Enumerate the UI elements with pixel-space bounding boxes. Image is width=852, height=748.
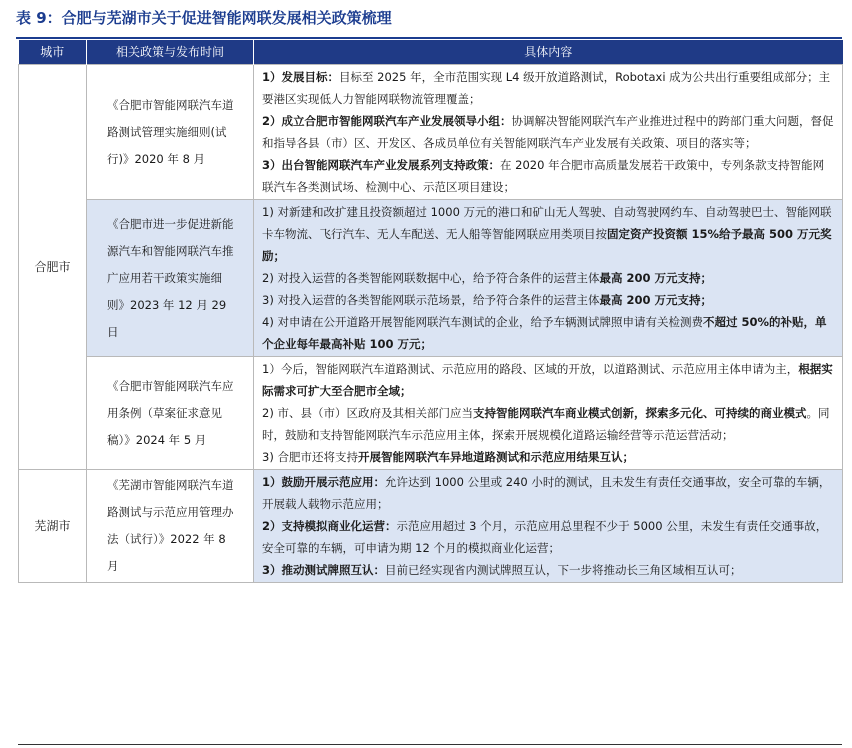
body-text: 2) 市、县（市）区政府及其相关部门应当 xyxy=(262,406,473,420)
table-row xyxy=(19,470,843,583)
bold-text: 3）推动测试牌照互认： xyxy=(262,563,386,577)
bold-text: 固定资产投资额 15%给予最高 500 万元奖励； xyxy=(262,227,832,263)
content-paragraph xyxy=(262,154,834,198)
bottom-divider xyxy=(18,744,842,745)
content-paragraph xyxy=(262,358,834,402)
bold-text: 最高 200 万元支持； xyxy=(599,293,712,307)
content-cell xyxy=(254,65,843,200)
body-text: 3) 对投入运营的各类智能网联示范场景，给予符合条件的运营主体 xyxy=(262,293,600,307)
bold-text: 2）支持模拟商业化运营： xyxy=(262,519,397,533)
bold-text: 1）鼓励开展示范应用： xyxy=(262,475,386,489)
bold-text: 不超过 50%的补贴，单个企业每年最高补贴 100 万元； xyxy=(262,315,827,351)
policy-name-cell: 《合肥市进一步促进新能源汽车和智能网联汽车推广应用若干政策实施细则》2023 年 12 月 29 日 xyxy=(87,200,254,357)
content-cell xyxy=(254,357,843,470)
bold-text: 1）发展目标： xyxy=(262,70,340,84)
policy-name-cell: 《合肥市智能网联汽车应用条例（草案征求意见稿）》2024 年 5 月 xyxy=(87,357,254,470)
table-row xyxy=(19,357,843,470)
body-text: 目标至 2025 年，全市范围实现 L4 级开放道路测试，Robotaxi 成为公共出行重要组成部分；主要港区实现低人力智能网联物流管理覆盖； xyxy=(262,70,831,106)
table-row xyxy=(19,65,843,200)
content-paragraph xyxy=(262,110,834,154)
content-cell xyxy=(254,200,843,357)
body-text: 示范应用超过 3 个月，示范应用总里程不少于 5000 公里，未发生有责任交通事故，安全可靠的车辆，可申请为期 12 个月的模拟商业化运营； xyxy=(262,519,828,555)
policy-name-cell: 《合肥市智能网联汽车道路测试管理实施细则(试行)》2020 年 8 月 xyxy=(87,65,254,200)
body-text: 4) 对申请在公开道路开展智能网联汽车测试的企业，给予车辆测试牌照申请有关检测费 xyxy=(262,315,703,329)
table-header-row xyxy=(19,40,843,65)
body-text: 协调解决智能网联汽车产业推进过程中的跨部门重大问题，督促和指导各县（市）区、开发区、各成员单位有关智能网联汽车产业发展有关政策、项目的落实等； xyxy=(262,114,834,150)
bold-text: 2）成立合肥市智能网联汽车产业发展领导小组： xyxy=(262,114,512,128)
bold-text: 支持智能网联汽车商业模式创新，探索多元化、可持续的商业模式 xyxy=(472,406,807,420)
content-paragraph xyxy=(262,402,834,446)
policy-table xyxy=(18,40,843,583)
header-city: 城市 xyxy=(19,40,87,65)
body-text: 1）今后，智能网联汽车道路测试、示范应用的路段、区域的开放，以道路测试、示范应用主体申请为主， xyxy=(262,362,799,376)
content-paragraph xyxy=(262,66,834,110)
body-text: 2) 对投入运营的各类智能网联数据中心，给予符合条件的运营主体 xyxy=(262,271,600,285)
body-text: 在 2020 年合肥市高质量发展若干政策中，专列条款支持智能网联汽车各类测试场、检测中心、示范区项目建设； xyxy=(262,158,825,194)
header-content: 具体内容 xyxy=(254,40,843,65)
content-paragraph xyxy=(262,471,834,515)
city-cell: 芜湖市 xyxy=(19,470,87,583)
body-text: 。同时，鼓励和支持智能网联汽车示范应用主体，探索开展规模化道路运输经营等示范运营活动； xyxy=(262,406,830,442)
content-paragraph xyxy=(262,201,834,267)
body-text: 1) 对新建和改扩建且投资额超过 1000 万元的港口和矿山无人驾驶、自动驾驶网约车、自动驾驶巴士、智能网联卡车物流、飞行汽车、无人车配送、无人船等智能网联应用类项目按 xyxy=(262,205,832,241)
city-cell: 合肥市 xyxy=(19,65,87,470)
content-paragraph xyxy=(262,289,834,311)
body-text: 目前已经实现省内测试牌照互认，下一步将推动长三角区域相互认可； xyxy=(385,563,742,577)
bold-text: 开展智能网联汽车异地道路测试和示范应用结果互认； xyxy=(357,450,634,464)
body-text: 允许达到 1000 公里或 240 小时的测试，且未发生有责任交通事故，安全可靠的车辆，开展载人载物示范应用； xyxy=(262,475,831,511)
content-paragraph xyxy=(262,515,834,559)
content-paragraph xyxy=(262,559,834,581)
content-cell xyxy=(254,470,843,583)
title-divider xyxy=(16,37,842,39)
content-paragraph xyxy=(262,311,834,355)
body-text: 3) 合肥市还将支持 xyxy=(262,450,358,464)
header-policy: 相关政策与发布时间 xyxy=(87,40,254,65)
bold-text: 根据实际需求可扩大至合肥市全域； xyxy=(262,362,833,398)
table-title: 表 9：合肥与芜湖市关于促进智能网联发展相关政策梳理 xyxy=(16,9,392,27)
bold-text: 3）出台智能网联汽车产业发展系列支持政策： xyxy=(262,158,500,172)
content-paragraph xyxy=(262,446,834,468)
content-paragraph xyxy=(262,267,834,289)
bold-text: 最高 200 万元支持； xyxy=(599,271,712,285)
policy-name-cell: 《芜湖市智能网联汽车道路测试与示范应用管理办法（试行）》2022 年 8 月 xyxy=(87,470,254,583)
table-row xyxy=(19,200,843,357)
